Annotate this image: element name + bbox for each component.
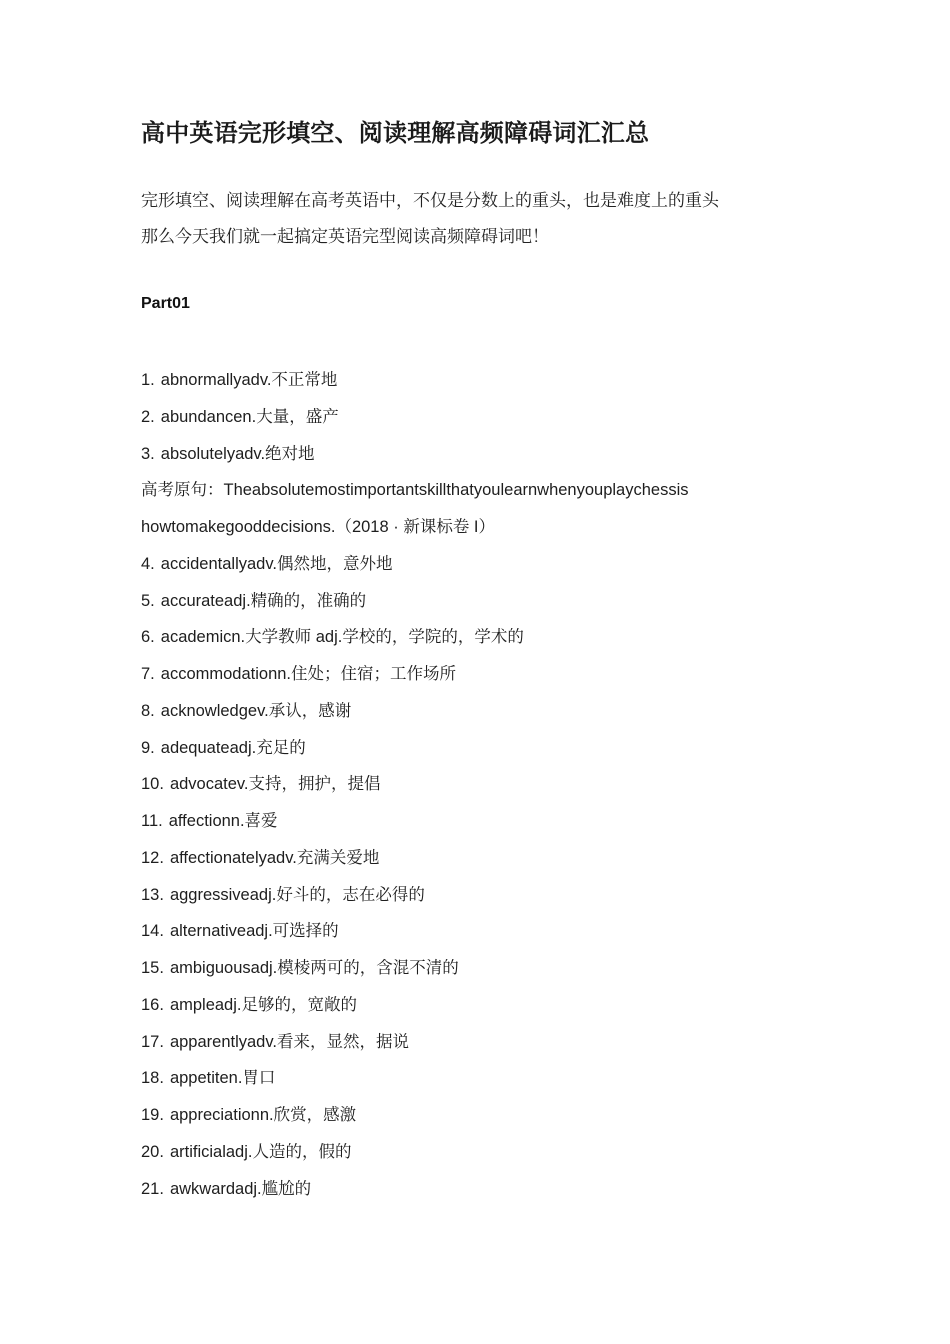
entry-number: 5.: [141, 591, 155, 610]
entry-number: 8.: [141, 701, 155, 720]
entry-text: howtomakegooddecisions.（2018 · 新课标卷 I）: [141, 518, 495, 536]
entry-number: 4.: [141, 554, 155, 573]
vocabulary-entry: [141, 883, 689, 920]
entry-number: 2.: [141, 407, 155, 426]
vocabulary-entry: [141, 736, 689, 773]
entry-text: ambiguousadj.模棱两可的，含混不清的: [169, 959, 459, 977]
entry-number: 14.: [141, 922, 164, 941]
entry-number: 15.: [141, 959, 164, 977]
entry-text: accommodationn.住处；住宿；工作场所: [160, 665, 457, 683]
vocabulary-entry: [141, 589, 689, 626]
entry-number: 10.: [141, 775, 164, 794]
entry-text: affectionn.喜爱: [168, 812, 278, 830]
entry-text: appetiten.胃口: [169, 1069, 276, 1088]
entry-number: 21.: [141, 1179, 164, 1198]
section-heading: Part01: [141, 295, 190, 312]
entry-number: 16.: [141, 995, 164, 1014]
vocabulary-entry: [141, 625, 689, 662]
entry-text: apparentlyadv.看来，显然，据说: [169, 1032, 409, 1051]
vocabulary-entry: [141, 1140, 689, 1177]
vocabulary-entry: [141, 662, 689, 699]
entry-text: awkwardadj.尴尬的: [169, 1179, 312, 1198]
entry-text: abnormallyadv.不正常地: [160, 371, 338, 389]
vocabulary-entry: [141, 442, 689, 479]
vocabulary-entry: [141, 1103, 689, 1140]
entry-number: 12.: [141, 848, 164, 867]
entry-text: affectionatelyadv.充满关爱地: [169, 848, 380, 867]
vocabulary-entry: [141, 846, 689, 883]
entry-text: artificialadj.人造的，假的: [169, 1142, 352, 1161]
vocabulary-entry: [141, 1177, 689, 1214]
vocabulary-entry: [141, 1066, 689, 1103]
entry-text: accurateadj.精确的，准确的: [160, 591, 367, 610]
example-sentence-line: [141, 515, 689, 552]
vocabulary-entry: [141, 405, 689, 442]
vocabulary-entry: [141, 993, 689, 1030]
entry-number: 13.: [141, 885, 164, 904]
entry-number: 7.: [141, 665, 155, 683]
entry-text: absolutelyadv.绝对地: [160, 444, 315, 463]
vocabulary-list: [141, 368, 689, 1213]
vocabulary-entry: [141, 919, 689, 956]
entry-text: abundancen.大量，盛产: [160, 407, 339, 426]
entry-number: 1.: [141, 371, 155, 389]
entry-text: accidentallyadv.偶然地，意外地: [160, 554, 393, 573]
intro-paragraph-line-1: 完形填空、阅读理解在高考英语中，不仅是分数上的重头，也是难度上的重头: [141, 191, 719, 210]
entry-text: appreciationn.欣赏，感激: [169, 1106, 357, 1124]
entry-number: 20.: [141, 1142, 164, 1161]
vocabulary-entry: [141, 1030, 689, 1067]
entry-number: 9.: [141, 738, 155, 757]
entry-number: 17.: [141, 1032, 164, 1051]
entry-text: 高考原句：Theabsolutemostimportantskillthatyoulearnwhenyouplaychessis: [141, 481, 689, 500]
vocabulary-entry: [141, 809, 689, 846]
vocabulary-entry: [141, 772, 689, 809]
entry-number: 11.: [141, 812, 163, 830]
entry-text: adequateadj.充足的: [160, 738, 306, 757]
entry-number: 18.: [141, 1069, 164, 1088]
entry-text: ampleadj.足够的，宽敞的: [169, 995, 357, 1014]
vocabulary-entry: [141, 699, 689, 736]
entry-number: 6.: [141, 628, 155, 647]
vocabulary-entry: [141, 956, 689, 993]
entry-text: advocatev.支持，拥护，提倡: [169, 775, 381, 794]
entry-text: academicn.大学教师 adj.学校的，学院的，学术的: [160, 628, 524, 647]
vocabulary-entry: [141, 552, 689, 589]
entry-text: alternativeadj.可选择的: [169, 922, 339, 941]
vocabulary-entry: [141, 368, 689, 405]
entry-text: acknowledgev.承认，感谢: [160, 701, 352, 720]
document-title: 高中英语完形填空、阅读理解高频障碍词汇汇总: [141, 120, 650, 147]
entry-number: 3.: [141, 444, 155, 463]
entry-text: aggressiveadj.好斗的，志在必得的: [169, 885, 425, 904]
entry-number: 19.: [141, 1106, 164, 1124]
example-sentence-line: [141, 478, 689, 515]
intro-paragraph-line-2: 那么今天我们就一起搞定英语完型阅读高频障碍词吧！: [141, 227, 549, 246]
